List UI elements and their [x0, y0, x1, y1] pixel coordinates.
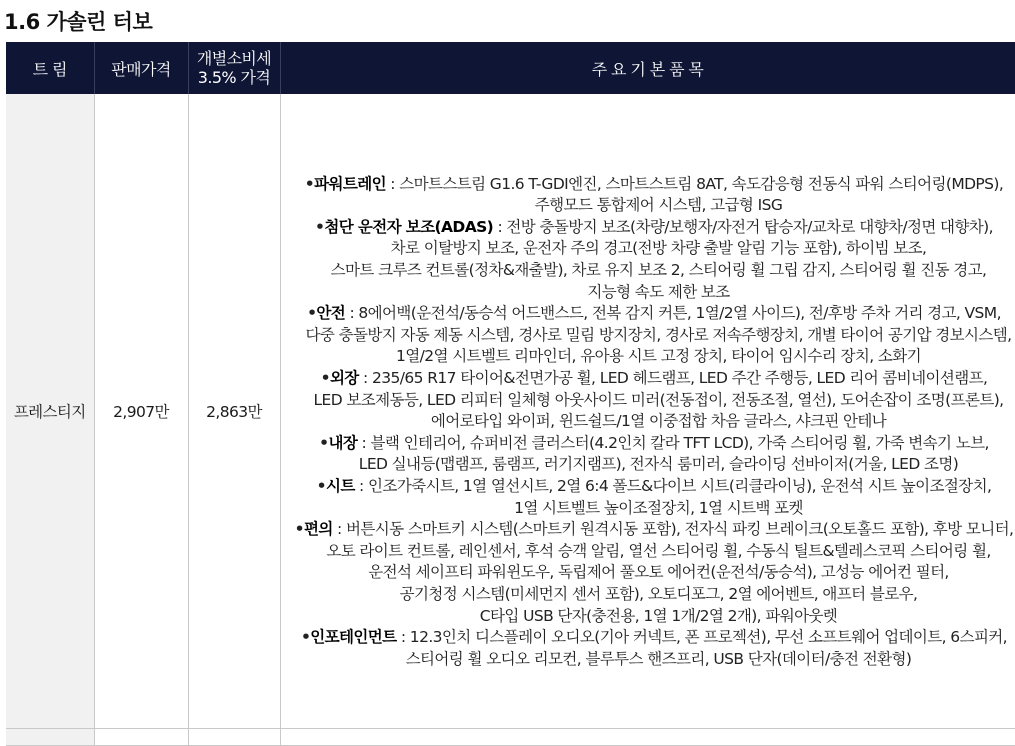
trim-spec-table	[6, 42, 1015, 746]
table-header-row	[6, 42, 1015, 94]
feature-text: 스마트 크루즈 컨트롤(정차&재출발), 차로 유지 보조 2, 스티어링 휠 그립 감지, 스티어링 휠 진동 경고,	[330, 261, 987, 280]
feature-line	[294, 541, 1015, 563]
feature-group	[294, 217, 1015, 303]
header-tax-line2: 3.5% 가격	[197, 68, 271, 87]
feature-title: 내장	[328, 433, 358, 452]
bullet-icon: •	[319, 433, 329, 452]
sale-price: 2,907만	[94, 94, 188, 729]
trim-name: 프레스티지	[6, 94, 94, 729]
feature-line	[294, 606, 1015, 628]
feature-text: LED 실내등(맵램프, 룸램프, 러기지램프), 전자식 룸미러, 슬라이딩 선바이저(거울, LED 조명)	[358, 455, 959, 474]
feature-text: : 인조가죽시트, 1열 열선시트, 2열 6:4 폴드&다이브 시트(리클라이닝), 운전석 시트 높이조절장치,	[354, 476, 992, 495]
feature-text: 1열/2열 시트벨트 리마인더, 유아용 시트 고정 장치, 타이어 임시수리 장치, 소화기	[396, 347, 921, 366]
feature-line	[294, 195, 1015, 217]
feature-group	[294, 368, 1015, 433]
feature-text: : 8에어백(운전석/동승석 어드밴스드, 전복 감지 커튼, 1열/2열 사이드), 전/후방 주차 거리 경고, VSM,	[345, 304, 1001, 323]
feature-line	[294, 346, 1015, 368]
feature-line	[294, 217, 1015, 239]
bullet-icon: •	[315, 217, 325, 236]
header-tax-price	[188, 42, 280, 94]
feature-line	[294, 454, 1015, 476]
feature-line	[294, 562, 1015, 584]
header-trim: 트 림	[6, 42, 94, 94]
bullet-icon: •	[320, 369, 330, 388]
feature-text: 다중 충돌방지 자동 제동 시스템, 경사로 밀림 방지장치, 경사로 저속주행장치, 개별 타이어 공기압 경보시스템,	[305, 325, 1012, 344]
feature-line	[294, 584, 1015, 606]
feature-line	[294, 627, 1015, 649]
feature-line	[294, 303, 1015, 325]
feature-text: 오토 라이트 컨트롤, 레인센서, 후석 승객 알림, 열선 스티어링 휠, 수동식 틸트&텔레스코픽 스티어링 휠,	[326, 541, 991, 560]
section-title: 1.6 가솔린 터보	[4, 10, 153, 34]
bullet-icon: •	[304, 174, 315, 193]
feature-line	[294, 411, 1015, 433]
table-row	[6, 729, 1015, 746]
feature-text: : 버튼시동 스마트키 시스템(스마트키 원격시동 포함), 전자식 파킹 브레이크(오토홀드 포함), 후방 모니터,	[332, 520, 1014, 539]
feature-container	[294, 174, 1015, 671]
bullet-icon: •	[300, 628, 311, 647]
feature-line	[294, 238, 1015, 260]
feature-line	[294, 174, 1015, 196]
feature-text: : 스마트스트림 G1.6 T-GDI엔진, 스마트스트림 8AT, 속도감응형 전동식 파워 스티어링(MDPS),	[385, 174, 1004, 193]
feature-title: 시트	[325, 476, 355, 495]
feature-group	[294, 433, 1015, 476]
feature-line	[294, 519, 1015, 541]
feature-line	[294, 260, 1015, 282]
feature-title: 안전	[316, 304, 346, 323]
bullet-icon: •	[294, 520, 304, 539]
next-row-features	[280, 729, 1015, 746]
feature-line	[294, 368, 1015, 390]
feature-title: 파워트레인	[314, 174, 386, 193]
feature-group	[294, 476, 1015, 519]
feature-line	[294, 325, 1015, 347]
next-row-tax-price	[188, 729, 280, 746]
feature-text: C타입 USB 단자(충전용, 1열 1개/2열 2개), 파워아웃렛	[479, 606, 838, 625]
feature-text: 지능형 속도 제한 보조	[587, 282, 730, 301]
feature-title: 외장	[329, 369, 359, 388]
feature-line	[294, 476, 1015, 498]
next-row-price	[94, 729, 188, 746]
feature-title: 편의	[303, 520, 333, 539]
feature-text: 에어로타입 와이퍼, 윈드쉴드/1열 이중접합 차음 글라스, 샤크핀 안테나	[430, 412, 887, 431]
tax-price: 2,863만	[188, 94, 280, 729]
feature-line	[294, 498, 1015, 520]
feature-text: 주행모드 통합제어 시스템, 고급형 ISG	[534, 196, 783, 215]
feature-line	[294, 282, 1015, 304]
feature-group	[294, 174, 1015, 217]
feature-text: LED 보조제동등, LED 리피터 일체형 아웃사이드 미러(전동접이, 전동조절, 열선), 도어손잡이 조명(프론트),	[313, 390, 1004, 409]
feature-text: 스티어링 휠 오디오 리모컨, 블루투스 핸즈프리, USB 단자(데이터/충전 전환형)	[405, 649, 912, 668]
feature-text: 1열 시트벨트 높이조절장치, 1열 시트백 포켓	[514, 498, 803, 517]
header-price: 판매가격	[94, 42, 188, 94]
bullet-icon: •	[316, 476, 326, 495]
header-features: 주 요 기 본 품 목	[280, 42, 1015, 94]
feature-title: 첨단 운전자 보조(ADAS)	[324, 217, 494, 236]
feature-text: 차로 이탈방지 보조, 운전자 주의 경고(전방 차량 출발 알림 기능 포함), 하이빔 보조,	[390, 239, 927, 258]
feature-line	[294, 433, 1015, 455]
feature-group	[294, 627, 1015, 670]
feature-text: 운전석 세이프티 파워윈도우, 독립제어 풀오토 에어컨(운전석/동승석), 고성능 에어컨 필터,	[368, 563, 949, 582]
table-row	[6, 94, 1015, 729]
next-row-trim	[6, 729, 94, 746]
bullet-icon: •	[307, 304, 317, 323]
feature-text: : 전방 충돌방지 보조(차량/보행자/자전거 탑승자/교차로 대향차/정면 대향차),	[493, 217, 993, 236]
feature-line	[294, 390, 1015, 412]
header-tax-line1: 개별소비세	[196, 49, 272, 68]
feature-line	[294, 649, 1015, 671]
feature-group	[294, 519, 1015, 627]
feature-group	[294, 303, 1015, 368]
feature-text: : 235/65 R17 타이어&전면가공 휠, LED 헤드램프, LED 주간 주행등, LED 리어 콤비네이션램프,	[358, 369, 988, 388]
feature-list	[280, 94, 1015, 729]
feature-title: 인포테인먼트	[310, 628, 397, 647]
feature-text: : 12.3인치 디스플레이 오디오(기아 커넥트, 폰 프로젝션), 무선 소프트웨어 업데이트, 6스피커,	[396, 628, 1008, 647]
feature-text: : 블랙 인테리어, 슈퍼비전 클러스터(4.2인치 칼라 TFT LCD), 가죽 스티어링 휠, 가죽 변속기 노브,	[357, 433, 989, 452]
feature-text: 공기청정 시스템(미세먼지 센서 포함), 오토디포그, 2열 에어벤트, 애프터 블로우,	[399, 584, 918, 603]
